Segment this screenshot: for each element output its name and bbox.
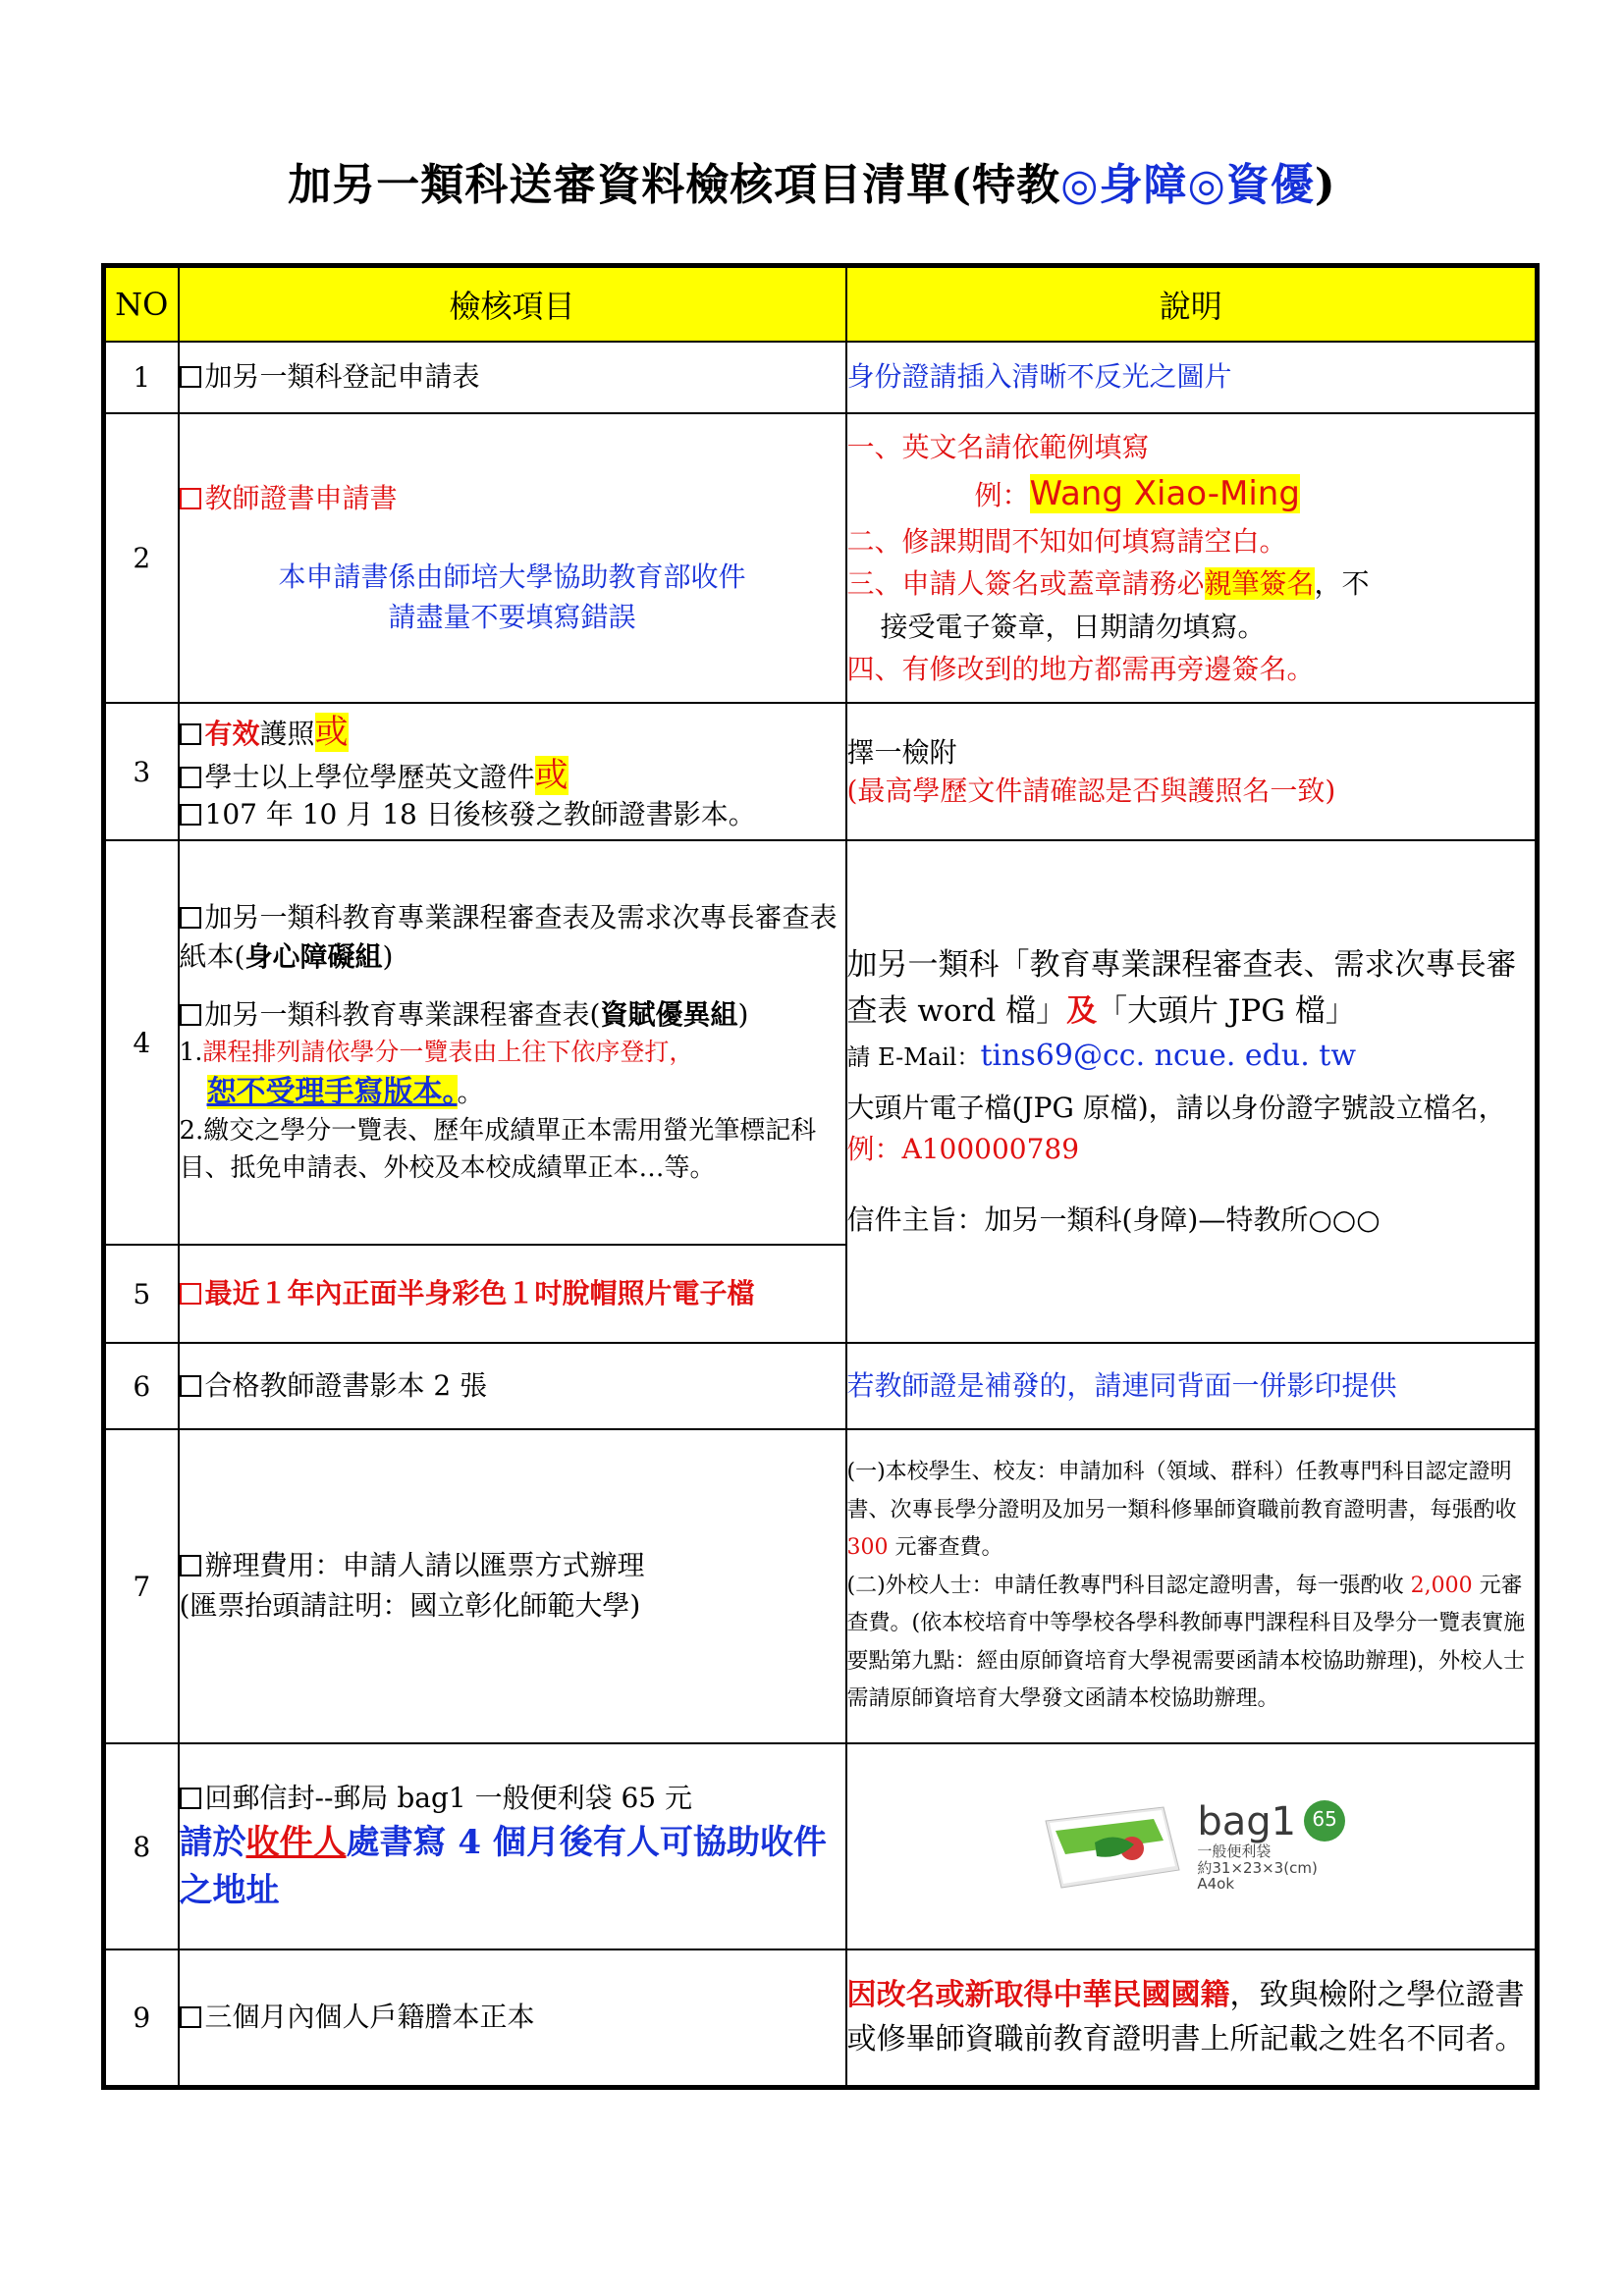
item-or: 或 <box>314 712 349 752</box>
desc-line: 擇一檢附 <box>846 735 957 769</box>
row-item <box>179 1743 846 1949</box>
item-text: 處書寫 4 個月後有人可協助收件之地址 <box>179 1822 827 1910</box>
row-number: 4 <box>104 840 179 1245</box>
table-row <box>104 1949 1538 2087</box>
row-desc <box>846 840 1538 1343</box>
header-row <box>104 266 1538 343</box>
table-row <box>104 1343 1538 1429</box>
desc-line: 接受電子簽章，日期請勿填寫。 <box>880 610 1266 643</box>
table-row <box>104 342 1538 413</box>
item-or: 或 <box>534 755 568 795</box>
bag-sub: 約31×23×3(cm) <box>1197 1858 1318 1877</box>
item-text: ) <box>382 940 394 974</box>
bag-sub: 一般便利袋 <box>1197 1842 1272 1861</box>
note-number: 1. <box>179 1038 203 1067</box>
desc-line: 「大頭片 JPG 檔」 <box>1097 992 1356 1029</box>
desc-line: 四、有修改到的地方都需再旁邊簽名。 <box>846 652 1315 685</box>
row-item <box>179 1429 846 1743</box>
checkbox[interactable] <box>180 1283 201 1305</box>
row-desc: 身份證請插入清晰不反光之圖片 <box>846 342 1538 413</box>
item-text: 加另一類科教育專業課程審查表及需求次專長審查表紙本( <box>179 900 838 974</box>
note-text: 。 <box>457 1075 485 1108</box>
bag-sub: A4ok <box>1197 1875 1235 1894</box>
envelope-icon <box>1036 1801 1183 1892</box>
row-number: 1 <box>104 342 179 413</box>
table-row <box>104 840 1538 1245</box>
item-text: 最近１年內正面半身彩色１吋脫帽照片電子檔 <box>204 1276 755 1309</box>
row-item <box>179 703 846 840</box>
item-text: 身心障礙組 <box>244 940 383 974</box>
desc-line: (二)外校人士：申請任教專門科目認定證明書，每一張酌收 <box>846 1573 1411 1598</box>
table-row <box>104 1429 1538 1743</box>
desc-line: 三、申請人簽名或蓋章請務必 <box>846 567 1205 601</box>
item-text: 辦理費用：申請人請以匯票方式辦理 <box>204 1549 645 1582</box>
item-note: 請盡量不要填寫錯誤 <box>388 600 636 633</box>
row-item <box>179 413 846 703</box>
checkbox[interactable] <box>180 767 201 788</box>
note-text: 2.繳交之學分一覽表、歷年成績單正本需用螢光筆標記科目、抵免申請表、外校及本校成績單正本…等。 <box>179 1116 817 1183</box>
desc-line: 元審查費。 <box>888 1535 1003 1561</box>
desc-line: 二、修課期間不知如何填寫請空白。 <box>846 524 1287 558</box>
row-desc: 若教師證是補發的，請連同背面一併影印提供 <box>846 1343 1538 1429</box>
item-text: 三個月內個人戶籍謄本正本 <box>204 2000 535 2033</box>
desc-line: 例： <box>974 479 1030 512</box>
checkbox[interactable] <box>180 1788 201 1809</box>
item-text: 學士以上學位學歷英文證件 <box>204 760 535 793</box>
row-number: 8 <box>104 1743 179 1949</box>
desc-line: ，致與檢附之學位證書或修畢師資職前教育證明書上所記載之姓名不同者。 <box>846 1978 1525 2057</box>
row-desc <box>846 703 1538 840</box>
row-number: 7 <box>104 1429 179 1743</box>
checkbox[interactable] <box>180 366 201 388</box>
page-title <box>0 149 1624 212</box>
desc-line: 及 <box>1066 992 1098 1029</box>
note-text: 課程排列請依學分一覽表由上往下依序登打， <box>202 1038 694 1067</box>
checkbox[interactable] <box>180 1555 201 1576</box>
email-label: 請 E-Mail： <box>846 1043 981 1071</box>
item-text: (匯票抬頭請註明：國立彰化師範大學) <box>179 1589 641 1622</box>
email-address[interactable]: tins69@cc. ncue. edu. tw <box>980 1039 1357 1073</box>
row-number: 5 <box>104 1245 179 1343</box>
checkbox[interactable] <box>180 907 201 929</box>
desc-line: (一)本校學生、校友：申請加科（領域、群科）任教專門科目認定證明書、次專長學分證明及加另一類科修畢師資職前教育證明書，每張酌收 <box>846 1460 1517 1522</box>
header-no: NO <box>104 266 179 343</box>
item-text: 回郵信封--郵局 bag1 一般便利袋 65 元 <box>204 1781 693 1814</box>
bag-illustration <box>847 1800 1536 1893</box>
desc-line: 例：A100000789 <box>846 1133 1080 1165</box>
table-row <box>104 1743 1538 1949</box>
row-number: 2 <box>104 413 179 703</box>
header-desc: 說明 <box>846 266 1538 343</box>
item-text: 107 年 10 月 18 日後核發之教師證書影本。 <box>204 797 756 830</box>
item-text: 請於 <box>179 1822 246 1862</box>
row-item <box>179 1949 846 2087</box>
item-text: 資賦優異組 <box>600 997 738 1031</box>
table-row <box>104 703 1538 840</box>
row-desc <box>846 1429 1538 1743</box>
row-item <box>179 1343 846 1429</box>
row-desc <box>846 1949 1538 2087</box>
header-item: 檢核項目 <box>179 266 846 343</box>
item-text: 護照 <box>259 717 315 750</box>
desc-highlight: 因改名或新取得中華民國國籍 <box>846 1978 1230 2013</box>
desc-line: 大頭片電子檔(JPG 原檔)，請以身份證字號設立檔名， <box>846 1092 1492 1124</box>
checkbox[interactable] <box>180 2006 201 2028</box>
desc-line: 信件主旨：加另一類科(身障)—特教所○○○ <box>846 1203 1380 1236</box>
bag-label: bag1 <box>1197 1799 1297 1845</box>
fee-amount: 300 <box>846 1535 889 1561</box>
title-text-3: ) <box>1314 160 1336 210</box>
price-badge: 65 <box>1304 1800 1345 1842</box>
row-item <box>179 342 846 413</box>
item-text: 加另一類科登記申請表 <box>204 360 480 394</box>
desc-line: ，不 <box>1314 567 1370 601</box>
desc-highlight: 親筆簽名 <box>1204 567 1315 601</box>
item-text: 合格教師證書影本 2 張 <box>204 1368 488 1402</box>
row-number: 9 <box>104 1949 179 2087</box>
desc-line: (最高學歷文件請確認是否與護照名一致) <box>846 774 1336 807</box>
fee-amount: 2,000 <box>1410 1573 1473 1598</box>
row-item <box>179 840 846 1245</box>
row-desc <box>846 1743 1538 1949</box>
row-number: 3 <box>104 703 179 840</box>
checkbox[interactable] <box>180 723 201 745</box>
item-text: 加另一類科教育專業課程審查表( <box>204 997 601 1031</box>
desc-line: 加另一類科「教育專業課程審查表、需求次專長審查表 word 檔」 <box>846 947 1517 1029</box>
row-item <box>179 1245 846 1343</box>
checklist-table <box>101 263 1540 2090</box>
title-text-2: ◎身障◎資優 <box>1060 160 1315 210</box>
checkbox[interactable] <box>180 1375 201 1397</box>
row-number: 6 <box>104 1343 179 1429</box>
example-name: Wang Xiao-Ming <box>1029 474 1300 514</box>
row-desc <box>846 413 1538 703</box>
item-text: 收件人 <box>245 1822 347 1862</box>
checkbox[interactable] <box>180 488 201 509</box>
title-text-1: 加另一類科送審資料檢核項目清單(特教 <box>288 160 1061 210</box>
desc-line: 元審查費。(依本校培育中等學校各學科教師專門課程科目及學分一覽表實施要點第九點：經由原師資培育大學視需要函請本校協助辦理)，外校人士需請原師資培育大學發文函請本校協助辦理。 <box>846 1573 1526 1712</box>
item-text: ) <box>737 997 749 1031</box>
desc-line: 一、英文名請依範例填寫 <box>846 430 1150 463</box>
note-highlight: 恕不受理手寫版本。 <box>206 1074 458 1109</box>
checkbox[interactable] <box>180 804 201 826</box>
item-text: 教師證書申請書 <box>204 481 398 514</box>
item-note: 本申請書係由師培大學協助教育部收件 <box>278 561 746 594</box>
table-row <box>104 413 1538 703</box>
item-text: 有效 <box>204 717 260 750</box>
checkbox[interactable] <box>180 1004 201 1026</box>
